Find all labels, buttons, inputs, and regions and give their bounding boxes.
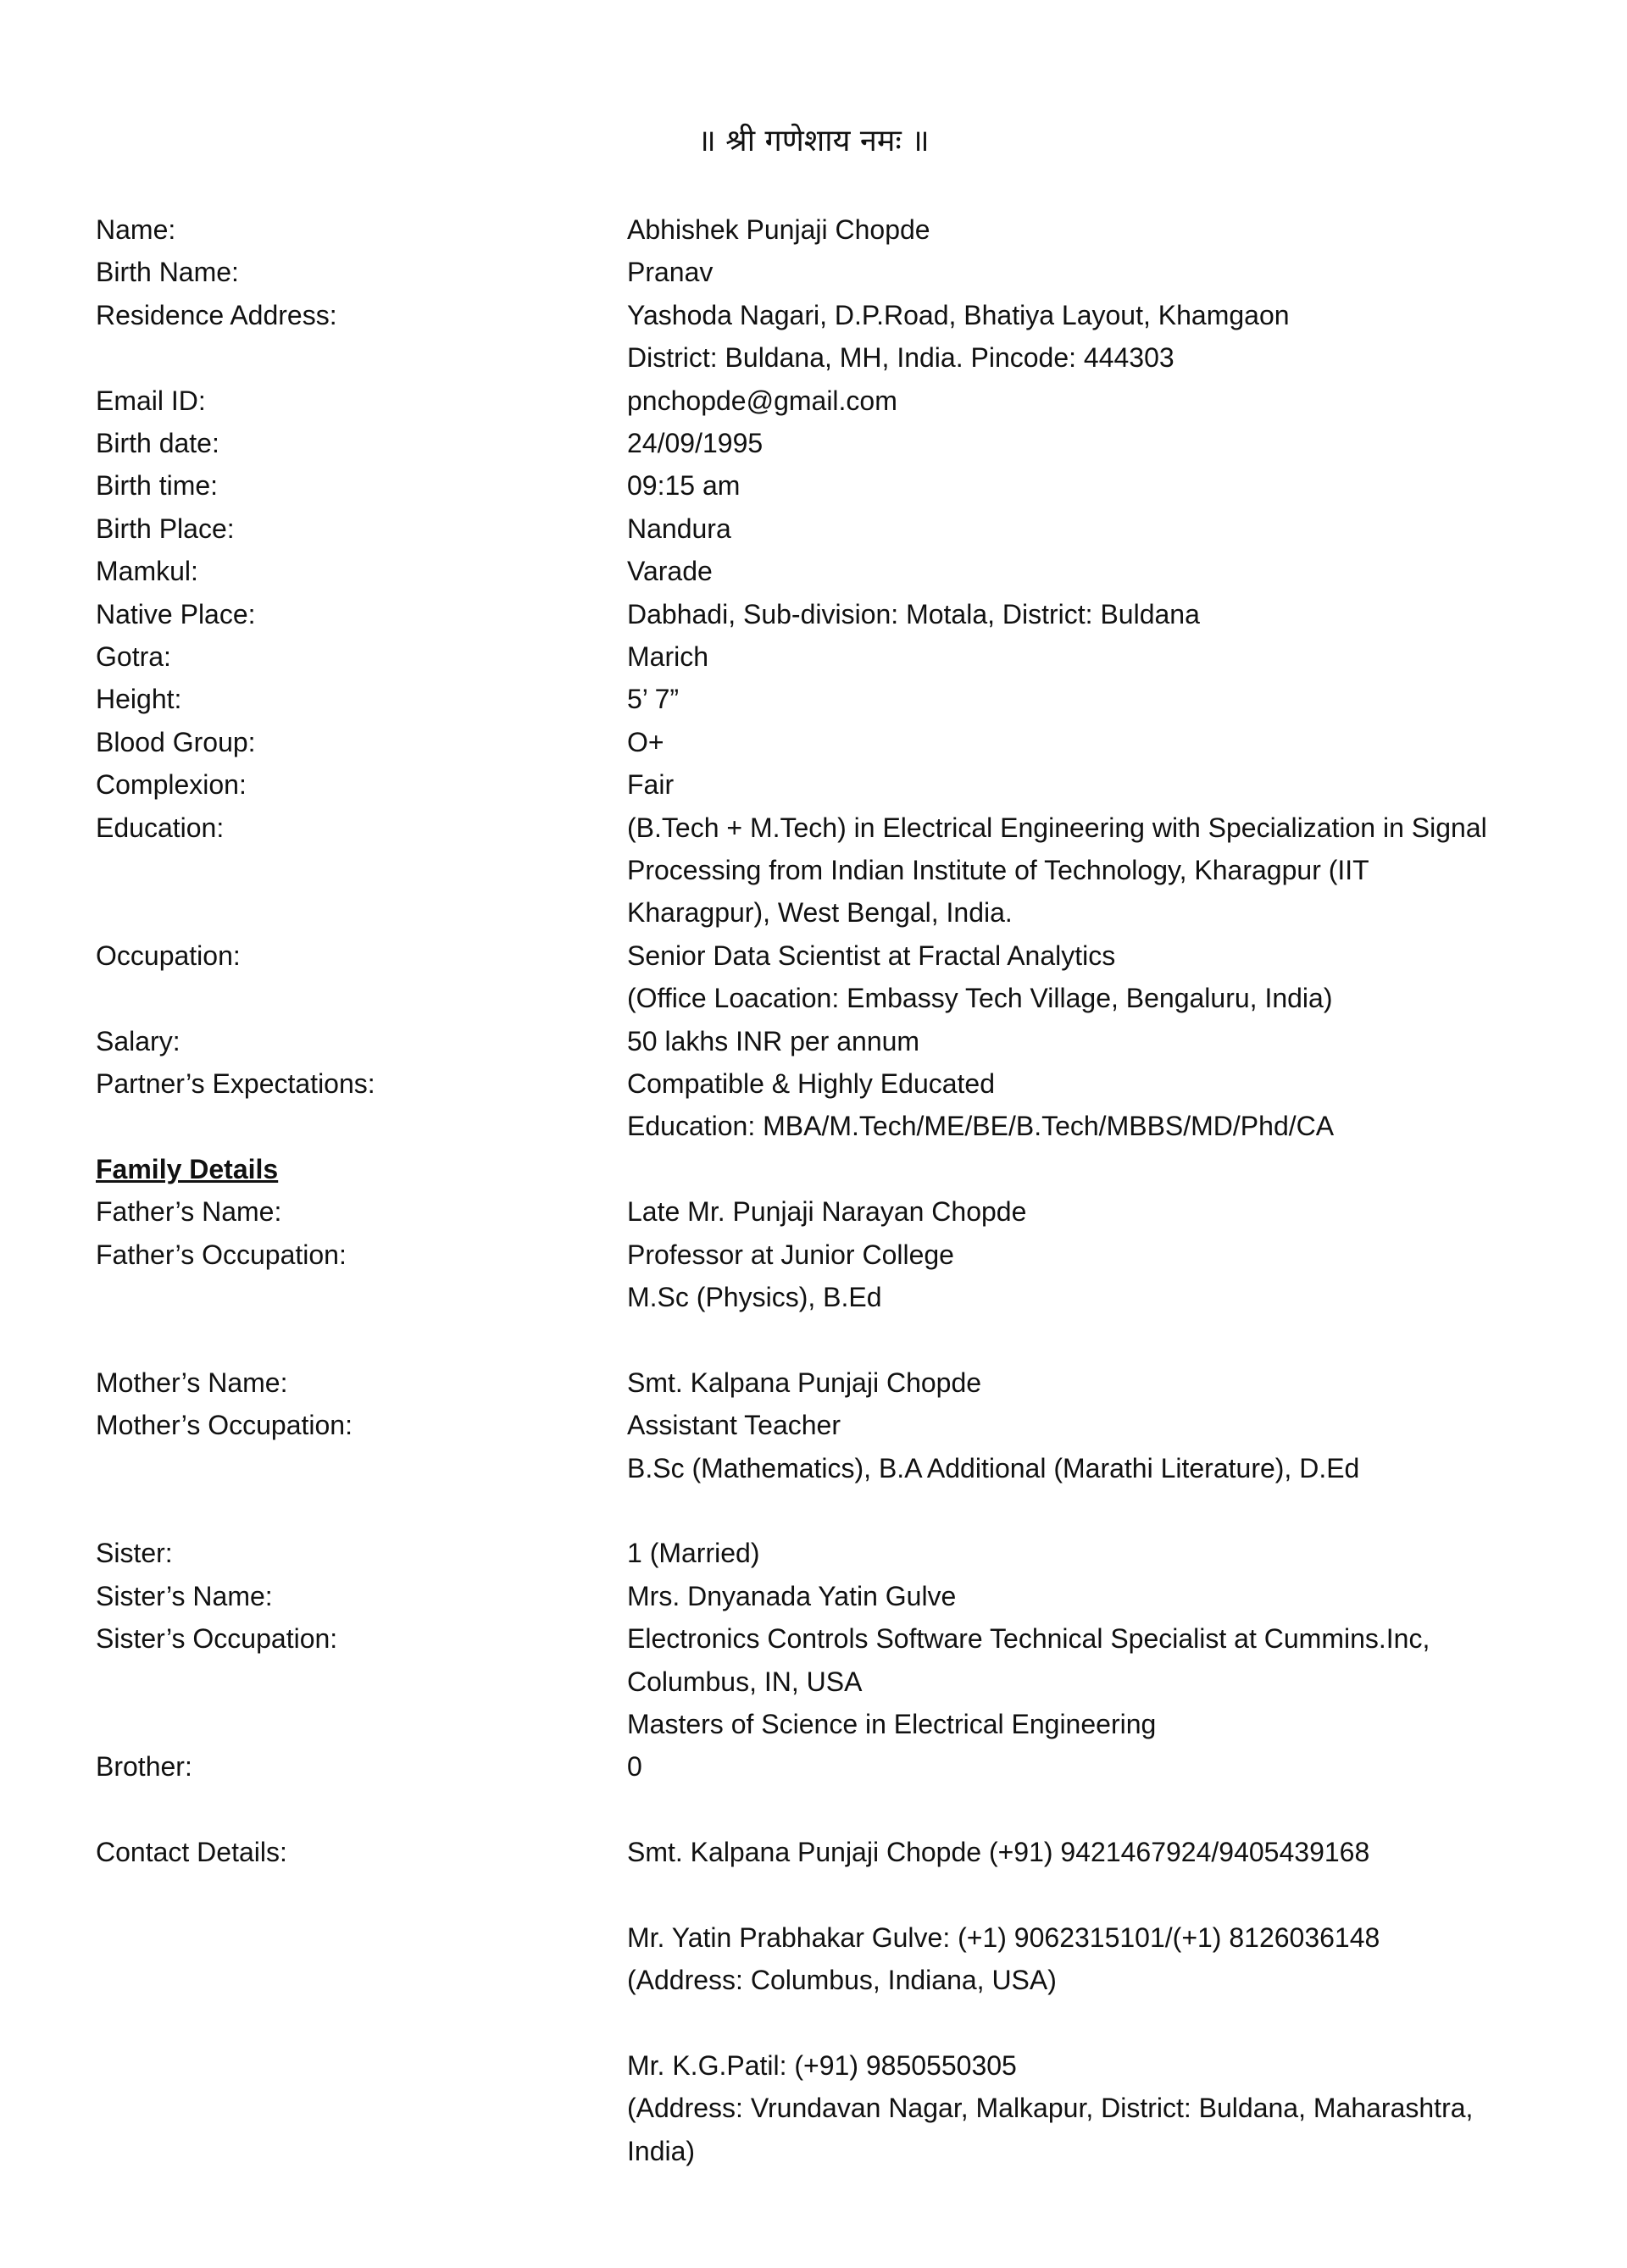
brother-label: Brother: [96, 1751, 192, 1783]
address-label: Residence Address: [96, 299, 337, 330]
sister-occupation-line-3: Masters of Science in Electrical Engineering [627, 1708, 1157, 1739]
birth-name-value: Pranav [627, 257, 714, 288]
expectations-line-2: Education: MBA/M.Tech/ME/BE/B.Tech/MBBS/MD/Phd/CA [627, 1111, 1335, 1142]
address-line-2: District: Buldana, MH, India. Pincode: 444303 [627, 342, 1174, 374]
salary-label: Salary: [96, 1025, 180, 1056]
row-address [96, 294, 1536, 380]
row-complexion [96, 763, 1536, 806]
email-label: Email ID: [96, 385, 206, 416]
address-line-1: Yashoda Nagari, D.P.Road, Bhatiya Layout, Khamgaon [627, 299, 1290, 330]
spacer [96, 1788, 1536, 1831]
contact-gap [627, 1874, 1536, 1916]
mother-occupation-line-1: Assistant Teacher [627, 1410, 841, 1441]
contact-3-line-3: India) [627, 2135, 696, 2166]
mamkul-label: Mamkul: [96, 556, 198, 587]
contact-details-value [627, 1831, 1536, 2172]
salary-value: 50 lakhs INR per annum [627, 1025, 920, 1056]
row-blood-group [96, 721, 1536, 763]
row-native-place [96, 593, 1536, 635]
brother-value: 0 [627, 1751, 642, 1783]
row-sister-occupation [96, 1617, 1536, 1745]
father-name-label: Father’s Name: [96, 1196, 282, 1228]
row-partner-expectations [96, 1062, 1536, 1148]
row-birth-place [96, 507, 1536, 550]
education-line-3: Kharagpur), West Bengal, India. [627, 897, 1013, 929]
row-sister-name [96, 1575, 1536, 1617]
row-name [96, 208, 1536, 251]
sister-label: Sister: [96, 1538, 173, 1569]
mother-occupation-line-2: B.Sc (Mathematics), B.A Additional (Marathi Literature), D.Ed [627, 1452, 1360, 1483]
birth-place-value: Nandura [627, 513, 731, 544]
row-mamkul [96, 550, 1536, 592]
birth-time-label: Birth time: [96, 470, 219, 502]
education-value [627, 807, 1536, 934]
gotra-label: Gotra: [96, 641, 171, 673]
gotra-value: Marich [627, 641, 709, 673]
row-father-name [96, 1190, 1536, 1233]
sister-value: 1 (Married) [627, 1538, 760, 1569]
height-value: 5’ 7” [627, 684, 680, 715]
birth-date-label: Birth date: [96, 428, 219, 458]
row-salary [96, 1020, 1536, 1062]
contact-2-line-1: Mr. Yatin Prabhakar Gulve: (+1) 9062315101/(+1) 8126036148 [627, 1921, 1380, 1953]
occupation-value [627, 934, 1536, 1020]
contact-3-line-2: (Address: Vrundavan Nagar, Malkapur, District: Buldana, Maharashtra, [627, 2093, 1474, 2124]
father-occupation-label: Father’s Occupation: [96, 1239, 347, 1270]
occupation-line-2: (Office Loacation: Embassy Tech Village, Bengaluru, India) [627, 983, 1333, 1014]
birth-place-label: Birth Place: [96, 513, 235, 544]
sister-occupation-line-1: Electronics Controls Software Technical Specialist at Cummins.Inc, [627, 1623, 1430, 1655]
contact-details-label: Contact Details: [96, 1837, 287, 1868]
family-details-heading: Family Details [96, 1153, 279, 1184]
mother-occupation-value [627, 1404, 1536, 1489]
row-father-occupation [96, 1234, 1536, 1319]
row-occupation [96, 934, 1536, 1020]
row-birth-date [96, 422, 1536, 464]
birth-time-value: 09:15 am [627, 470, 741, 502]
row-email [96, 380, 1536, 422]
biodata-content [96, 208, 1536, 2172]
row-brother [96, 1745, 1536, 1788]
address-value [627, 294, 1536, 380]
mamkul-value: Varade [627, 556, 713, 587]
birth-date-value: 24/09/1995 [627, 428, 764, 458]
partner-expectations-label: Partner’s Expectations: [96, 1068, 375, 1100]
father-occupation-value [627, 1234, 1536, 1319]
blood-group-label: Blood Group: [96, 726, 256, 757]
invocation-header: ॥ श्री गणेशाय नमः ॥ [697, 124, 930, 158]
row-contact-details [96, 1831, 1536, 2172]
education-label: Education: [96, 812, 225, 843]
birth-name-label: Birth Name: [96, 257, 239, 288]
row-birth-time [96, 464, 1536, 507]
sister-occupation-line-2: Columbus, IN, USA [627, 1666, 863, 1697]
native-place-value: Dabhadi, Sub-division: Motala, District: Buldana [627, 598, 1200, 629]
education-line-1: (B.Tech + M.Tech) in Electrical Engineering with Specialization in Signal [627, 812, 1487, 843]
sister-name-label: Sister’s Name: [96, 1580, 273, 1611]
mother-occupation-label: Mother’s Occupation: [96, 1410, 353, 1441]
sister-occupation-value [627, 1617, 1536, 1745]
email-value: pnchopde@gmail.com [627, 385, 897, 416]
father-occupation-line-2: M.Sc (Physics), B.Ed [627, 1281, 882, 1312]
complexion-value: Fair [627, 769, 675, 801]
partner-expectations-value [627, 1062, 1536, 1148]
row-education [96, 807, 1536, 934]
father-occupation-line-1: Professor at Junior College [627, 1239, 954, 1270]
sister-name-value: Mrs. Dnyanada Yatin Gulve [627, 1580, 957, 1611]
sister-occupation-label: Sister’s Occupation: [96, 1623, 338, 1655]
mother-name-value: Smt. Kalpana Punjaji Chopde [627, 1367, 982, 1398]
row-gotra [96, 635, 1536, 678]
complexion-label: Complexion: [96, 769, 247, 801]
row-mother-name [96, 1361, 1536, 1404]
native-place-label: Native Place: [96, 598, 256, 629]
education-line-2: Processing from Indian Institute of Technology, Kharagpur (IIT [627, 855, 1369, 886]
expectations-line-1: Compatible & Highly Educated [627, 1068, 996, 1100]
blood-group-value: O+ [627, 726, 664, 757]
contact-3-line-1: Mr. K.G.Patil: (+91) 9850550305 [627, 2050, 1017, 2082]
row-mother-occupation [96, 1404, 1536, 1489]
occupation-line-1: Senior Data Scientist at Fractal Analytics [627, 940, 1116, 971]
father-name-value: Late Mr. Punjaji Narayan Chopde [627, 1196, 1027, 1228]
spacer [96, 1489, 1536, 1532]
row-sister [96, 1532, 1536, 1574]
contact-2-line-2: (Address: Columbus, Indiana, USA) [627, 1965, 1057, 1996]
spacer [96, 1318, 1536, 1361]
mother-name-label: Mother’s Name: [96, 1367, 288, 1398]
contact-1: Smt. Kalpana Punjaji Chopde (+91) 9421467924/9405439168 [627, 1837, 1370, 1868]
name-value: Abhishek Punjaji Chopde [627, 214, 930, 245]
height-label: Height: [96, 684, 182, 715]
occupation-label: Occupation: [96, 940, 241, 971]
row-birth-name [96, 251, 1536, 293]
contact-gap [627, 2002, 1536, 2044]
row-height [96, 678, 1536, 720]
name-label: Name: [96, 214, 176, 245]
